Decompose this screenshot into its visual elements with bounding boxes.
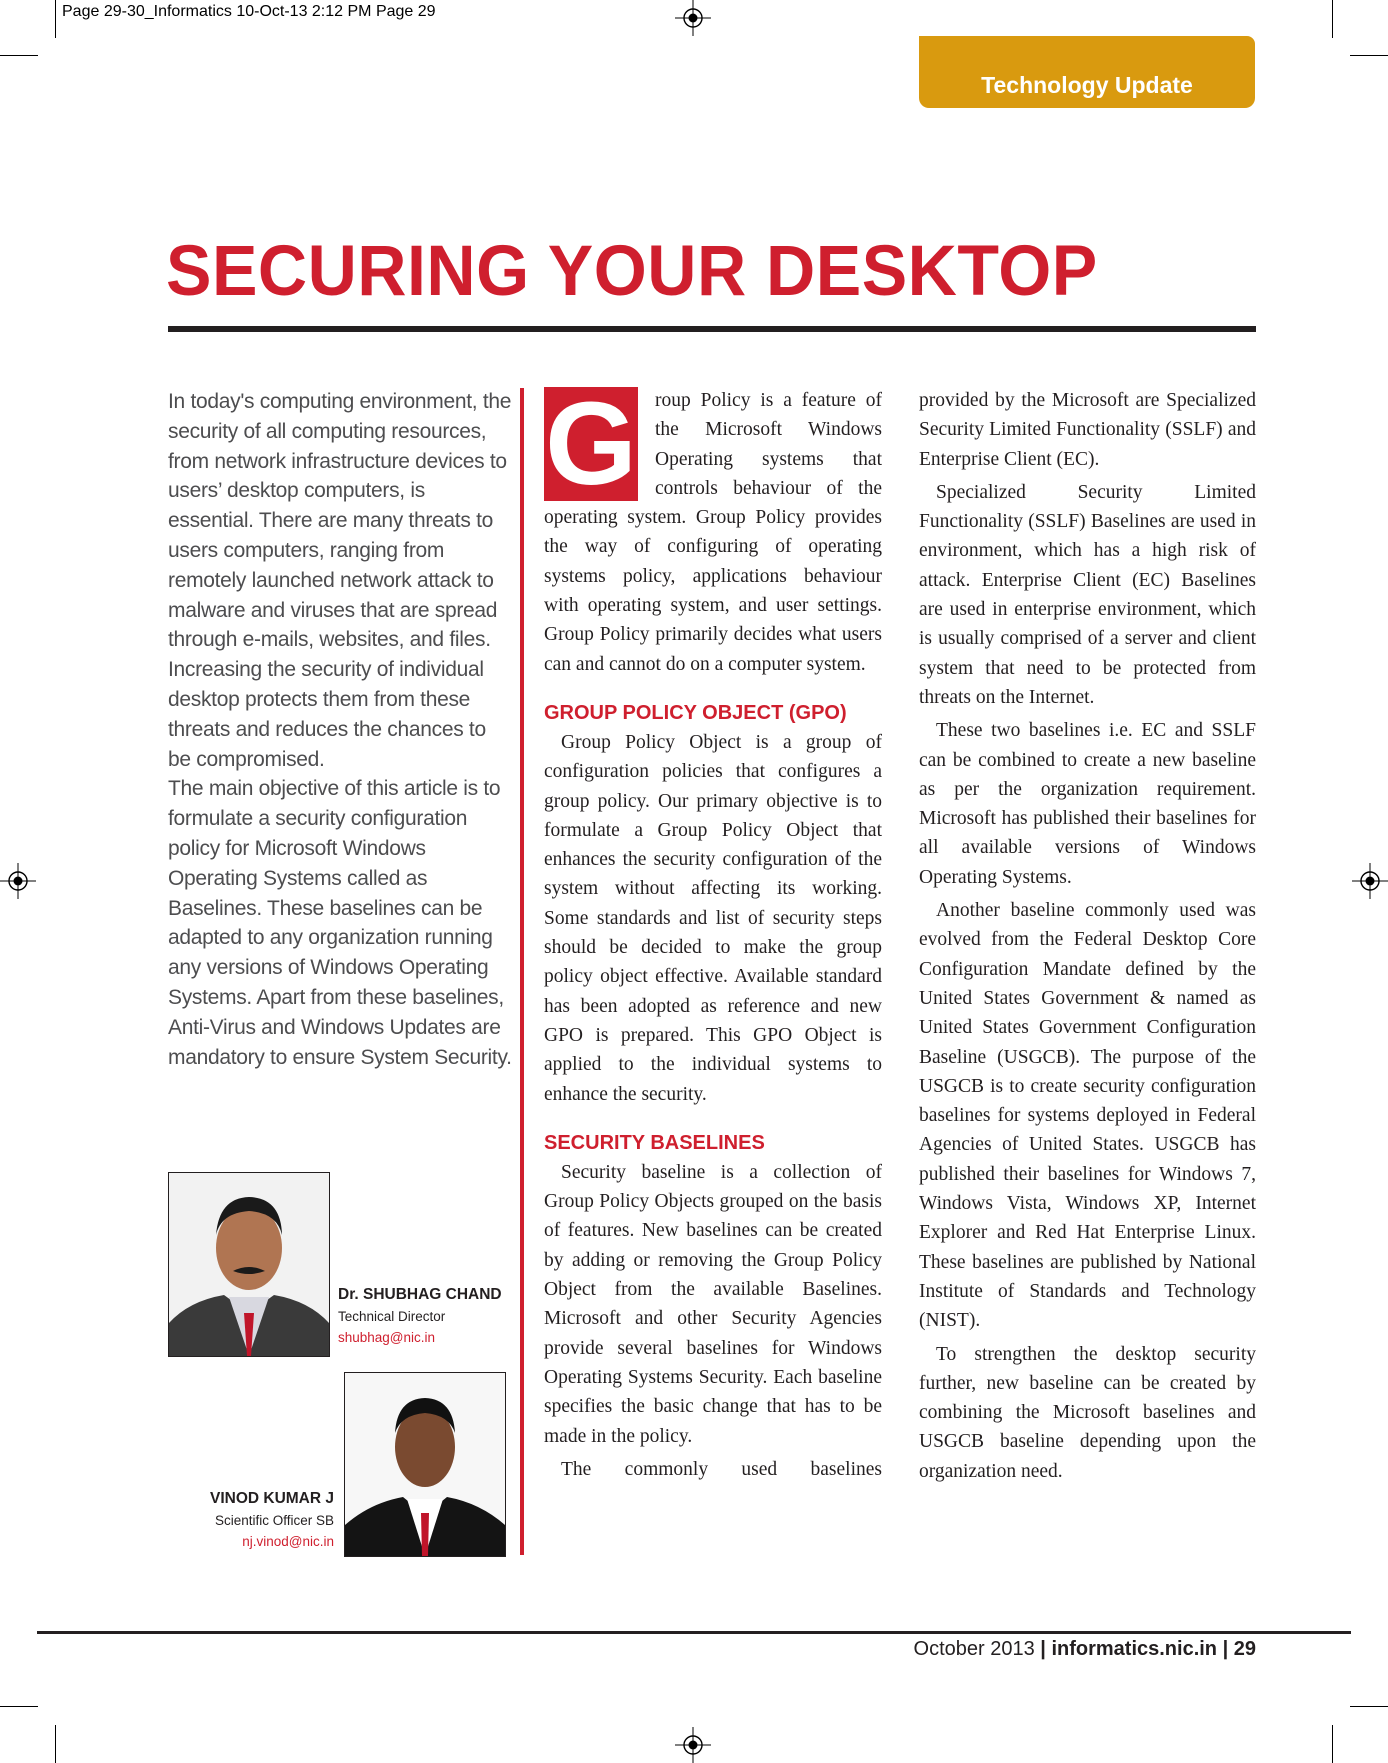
registration-mark-icon (675, 0, 711, 36)
section-tag-label: Technology Update (981, 72, 1193, 98)
footer-site-link[interactable]: informatics.nic.in (1051, 1638, 1218, 1660)
author-credit-shubhag (338, 1286, 502, 1345)
article-paragraph: Specialized Security Limited Functionality (SSLF) Baselines are used in environment, which has a high risk of attack. Enterprise Client (EC) Baselines are used in enterprise environment, which is usually comprised of a server and client system that need to be protected from threats on the Internet. (919, 481, 1256, 708)
article-paragraph: These two baselines i.e. EC and SSLF can be combined to create a new baseline as per the organization requirement. Microsoft has published their baselines for all available versions of Windows Operating Systems. (919, 720, 1256, 888)
registration-mark-icon (0, 863, 36, 899)
author-photo-vinod (344, 1372, 506, 1557)
page-number: 29 (1233, 1638, 1256, 1660)
crop-mark-tl-v (55, 0, 56, 38)
article-paragraph: Security baseline is a collection of Group Policy Objects grouped on the basis of features. New baselines can be created by adding or removing the Group Policy Object from the available Baselines. Microsoft and other Security Agencies provide several baselines for Windows Operating Systems Security. Each baseline specifies the basic change that has to be made in the policy. (544, 1161, 882, 1447)
crop-mark-br-v (1332, 1725, 1333, 1763)
footer-separator: | (1040, 1638, 1052, 1660)
author-credit-vinod (210, 1490, 334, 1549)
intro-paragraph: The main objective of this article is to formulate a security configuration policy for Microsoft Windows Operating Systems called as Baselines. These baselines can be adapted to any organization running any versions of Windows Operating Systems. Apart from these baselines, Anti-Virus and Windows Updates are mandatory to ensure System Security. (168, 777, 512, 1069)
author-role: Scientific Officer SB (214, 1513, 334, 1528)
footer-separator: | (1222, 1638, 1234, 1660)
section-tag (919, 36, 1255, 108)
article-paragraph: The commonly used baselines (561, 1458, 882, 1480)
crop-mark-tr-h (1350, 55, 1388, 56)
article-paragraph: roup Policy is a feature of the Microsoft Windows Operating systems that controls behaviour of the operating system. Group Policy provides the way of configuring of operating systems policy, applications behaviour with operating system, and user settings. Group Policy primarily decides what users can and cannot do on a computer system. (544, 390, 882, 675)
crop-mark-bl-h (0, 1706, 38, 1707)
registration-mark-icon (1352, 863, 1388, 899)
print-slug: Page 29-30_Informatics 10-Oct-13 2:12 PM Page 29 (62, 3, 436, 20)
author-email[interactable]: nj.vinod@nic.in (242, 1534, 334, 1549)
drop-cap: G (545, 378, 637, 510)
article-paragraph: provided by the Microsoft are Specialized Security Limited Functionality (SSLF) and Enterprise Client (EC). (919, 390, 1256, 470)
author-name: VINOD KUMAR J (209, 1490, 334, 1507)
author-email[interactable]: shubhag@nic.in (338, 1330, 436, 1345)
title-divider (168, 326, 1256, 332)
section-heading-baselines: SECURITY BASELINES (544, 1131, 765, 1154)
author-role: Technical Director (338, 1309, 446, 1324)
crop-mark-tl-h (0, 55, 38, 56)
article-column-3 (919, 386, 1256, 1486)
page-title: SECURING YOUR DESKTOP (166, 232, 1098, 311)
author-photo-shubhag (168, 1172, 330, 1357)
author-name: Dr. SHUBHAG CHAND (338, 1286, 502, 1303)
registration-mark-icon (675, 1727, 711, 1763)
crop-mark-tr-v (1332, 0, 1333, 38)
column-divider (520, 388, 524, 1555)
article-column-2 (544, 378, 882, 1484)
article-paragraph: Group Policy Object is a group of configuration policies that configures a group policy. Our primary objective is to formulate a Group Policy Object that enhances the security configuration of the system without affecting its working. Some standards and list of security steps should be decided to make the group policy object effective. Available standard has been adopted as reference and new GPO is prepared. This GPO Object is applied to the individual systems to enhance the security. (544, 731, 882, 1105)
crop-mark-br-h (1350, 1706, 1388, 1707)
crop-mark-bl-v (55, 1725, 56, 1763)
intro-paragraph: In today's computing environment, the security of all computing resources, from network infrastructure devices to users’ desktop computers, is essential. There are many threats to users computers, ranging from remotely launched network attack to malware and viruses that are spread through e-mails, websites, and files. Increasing the security of individual desktop protects them from these threats and reduces the chances to be compromised. (168, 390, 512, 771)
footer-divider (37, 1631, 1351, 1634)
article-paragraph: To strengthen the desktop security further, new baseline can be created by combining the Microsoft baselines and USGCB baseline depending upon the organization need. (919, 1343, 1256, 1482)
footer-date: October 2013 (913, 1638, 1035, 1660)
intro-text (168, 387, 513, 1072)
page-footer (914, 1638, 1256, 1661)
article-paragraph: Another baseline commonly used was evolved from the Federal Desktop Core Configuration Mandate defined by the United States Government & named as United States Government Configuration Baseline (USGCB). The purpose of the USGCB is to create security configuration baselines for systems deployed in Federal Agencies of United States. USGCB has published their baselines for Windows 7, Windows Vista, Windows XP, Internet Explorer and Red Hat Enterprise Linux. These baselines are published by National Institute of Standards and Technology (NIST). (919, 900, 1256, 1332)
section-heading-gpo: GROUP POLICY OBJECT (GPO) (544, 701, 847, 724)
